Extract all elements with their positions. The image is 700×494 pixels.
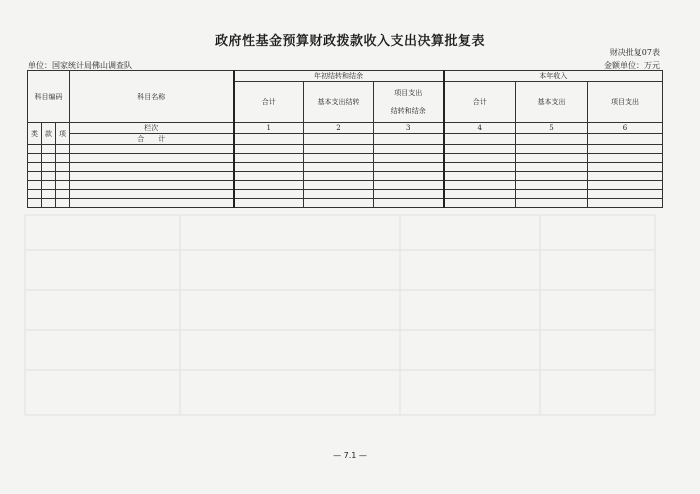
table-cell	[444, 134, 516, 145]
table-cell	[56, 199, 70, 208]
table-cell	[42, 163, 56, 172]
table-cell	[234, 163, 304, 172]
table-cell	[516, 134, 588, 145]
table-row	[28, 163, 663, 172]
table-cell	[588, 163, 663, 172]
table-cell	[56, 190, 70, 199]
amount-unit: 金额单位：万元	[604, 61, 660, 70]
table-cell	[374, 145, 444, 154]
column-code: 4	[444, 123, 516, 134]
header-group-opening: 年初结转和结余	[234, 71, 444, 82]
table-cell	[42, 181, 56, 190]
table-cell	[42, 199, 56, 208]
header-project-line1: 项目支出	[394, 89, 423, 97]
table-cell	[588, 199, 663, 208]
column-code: 6	[588, 123, 663, 134]
table-cell	[588, 154, 663, 163]
table-cell	[304, 163, 374, 172]
table-cell	[42, 145, 56, 154]
table-cell	[28, 181, 42, 190]
column-code: 5	[516, 123, 588, 134]
table-row	[28, 190, 663, 199]
column-code: 2	[304, 123, 374, 134]
header-item: 项	[56, 123, 70, 145]
table-cell	[234, 154, 304, 163]
table-cell	[28, 154, 42, 163]
table-cell	[374, 190, 444, 199]
header-project-carryover	[374, 82, 444, 123]
table-cell	[42, 154, 56, 163]
table-cell	[234, 172, 304, 181]
table-row	[28, 154, 663, 163]
header-basic-expense: 基本支出	[516, 82, 588, 123]
table-cell	[234, 181, 304, 190]
table-cell	[444, 145, 516, 154]
table-cell	[56, 145, 70, 154]
table-cell	[28, 163, 42, 172]
table-cell	[588, 190, 663, 199]
table-cell	[516, 163, 588, 172]
table-cell	[516, 199, 588, 208]
reporting-unit: 单位：国家统计局佛山调查队	[28, 61, 132, 70]
table-cell	[70, 199, 234, 208]
page-number: — 7.1 —	[333, 451, 367, 460]
table-cell	[444, 172, 516, 181]
table-cell	[70, 172, 234, 181]
table-cell	[304, 172, 374, 181]
table-cell	[234, 145, 304, 154]
table-cell	[374, 154, 444, 163]
table-cell	[56, 154, 70, 163]
form-code: 财决批复07表	[609, 48, 660, 57]
table-cell	[28, 172, 42, 181]
approval-table	[27, 70, 663, 208]
table-cell	[516, 154, 588, 163]
table-cell	[516, 172, 588, 181]
header-subject-code: 科目编码	[28, 71, 70, 123]
table-cell	[304, 190, 374, 199]
table-cell	[516, 181, 588, 190]
table-cell	[588, 181, 663, 190]
table-cell	[374, 134, 444, 145]
table-cell	[56, 172, 70, 181]
header-project-line2: 结转和结余	[390, 107, 426, 115]
table-cell	[56, 181, 70, 190]
table-cell	[70, 181, 234, 190]
table-row	[28, 181, 663, 190]
table-cell	[70, 154, 234, 163]
table-cell	[42, 190, 56, 199]
column-code-row	[28, 123, 663, 134]
document-title: 政府性基金预算财政拨款收入支出决算批复表	[214, 34, 485, 49]
table-cell	[234, 134, 304, 145]
header-project-expense: 项目支出	[588, 82, 663, 123]
table-cell	[374, 181, 444, 190]
table-cell	[588, 172, 663, 181]
table-cell	[516, 190, 588, 199]
total-label: 合 计	[70, 134, 234, 145]
table-cell	[444, 199, 516, 208]
table-cell	[70, 145, 234, 154]
header-group-current: 本年收入	[444, 71, 663, 82]
table-cell	[28, 190, 42, 199]
table-cell	[374, 163, 444, 172]
table-cell	[304, 181, 374, 190]
table-cell	[234, 190, 304, 199]
header-subject-name: 科目名称	[70, 71, 234, 123]
table-cell	[70, 190, 234, 199]
header-row-group	[28, 71, 663, 82]
table-cell	[304, 199, 374, 208]
table-cell	[56, 163, 70, 172]
table-cell	[374, 172, 444, 181]
header-class: 类	[28, 123, 42, 145]
table-row	[28, 199, 663, 208]
table-cell	[28, 199, 42, 208]
header-section: 款	[42, 123, 56, 145]
table-cell	[28, 145, 42, 154]
column-code: 1	[234, 123, 304, 134]
table-row	[28, 145, 663, 154]
column-code: 3	[374, 123, 444, 134]
table-cell	[304, 134, 374, 145]
header-basic-carryover: 基本支出结转	[304, 82, 374, 123]
column-code-label: 栏次	[70, 123, 234, 134]
table-cell	[444, 181, 516, 190]
table-cell	[42, 172, 56, 181]
table-cell	[588, 145, 663, 154]
table-cell	[234, 199, 304, 208]
table-cell	[444, 190, 516, 199]
table-cell	[588, 134, 663, 145]
header-opening-total: 合计	[234, 82, 304, 123]
table-cell	[444, 154, 516, 163]
table-cell	[444, 163, 516, 172]
table-row	[28, 172, 663, 181]
table-cell	[70, 163, 234, 172]
table-cell	[304, 145, 374, 154]
table-cell	[374, 199, 444, 208]
table-cell	[516, 145, 588, 154]
total-row	[28, 134, 663, 145]
bleed-through-grid	[20, 210, 660, 440]
header-current-total: 合计	[444, 82, 516, 123]
table-cell	[304, 154, 374, 163]
